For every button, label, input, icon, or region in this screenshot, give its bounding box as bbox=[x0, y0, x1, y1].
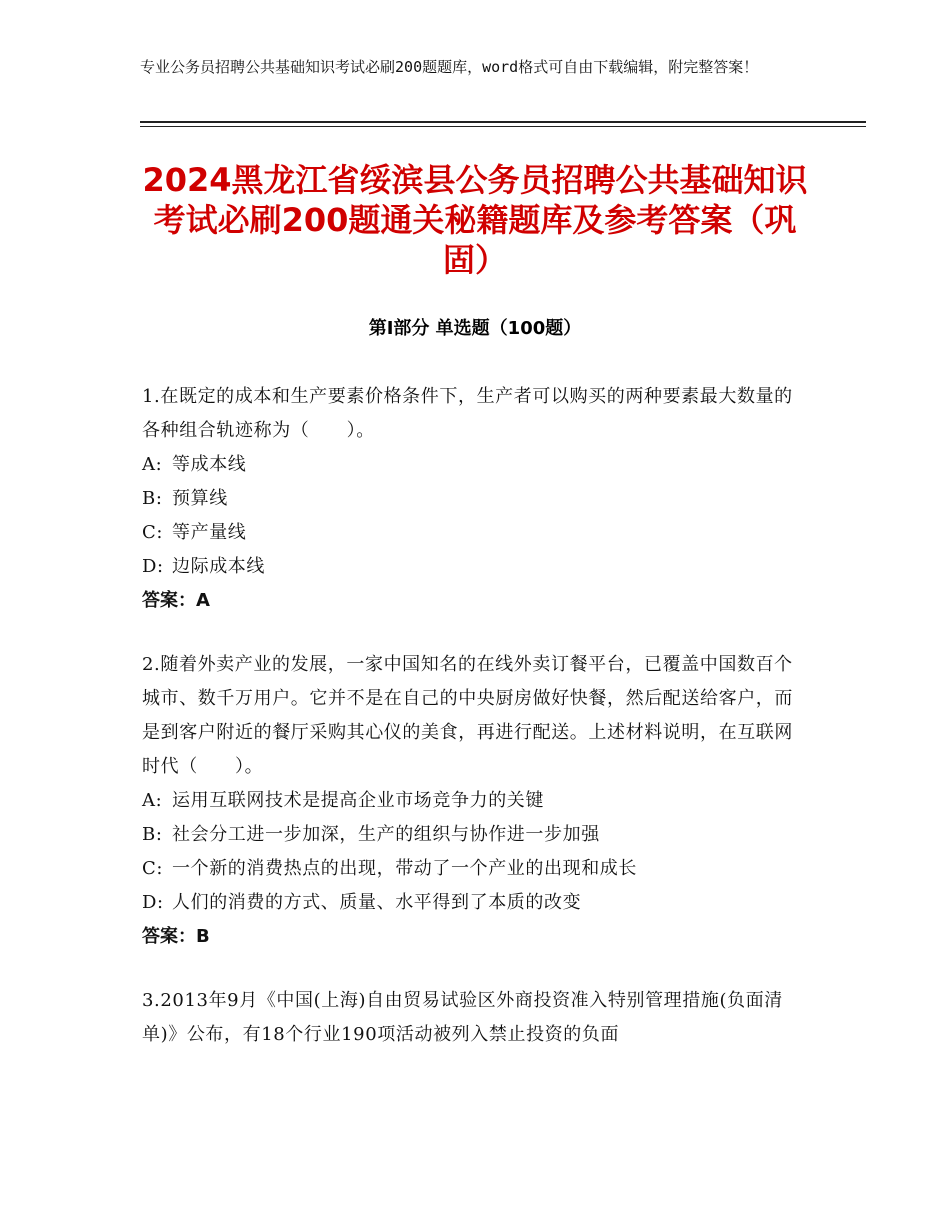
question-1 bbox=[142, 380, 810, 618]
option-c bbox=[142, 516, 810, 550]
option-text: 等产量线 bbox=[172, 522, 247, 543]
option-a bbox=[142, 448, 810, 482]
option-c bbox=[142, 852, 810, 886]
question-stem: 2.随着外卖产业的发展，一家中国知名的在线外卖订餐平台，已覆盖中国数百个城市、数千万用户。它并不是在自己的中央厨房做好快餐，然后配送给客户，而是到客户附近的餐厅采购其心仪的美食，再进行配送。上述材料说明，在互联网时代（ ）。 bbox=[142, 654, 793, 777]
question-stem: 1.在既定的成本和生产要素价格条件下，生产者可以购买的两种要素最大数量的各种组合轨迹称为（ ）。 bbox=[142, 386, 793, 441]
question-list bbox=[142, 380, 810, 1082]
option-text: 人们的消费的方式、质量、水平得到了本质的改变 bbox=[172, 892, 582, 913]
option-b bbox=[142, 482, 810, 516]
option-text: 预算线 bbox=[172, 488, 228, 509]
option-letter: D: bbox=[142, 892, 164, 913]
option-text: 社会分工进一步加深，生产的组织与协作进一步加强 bbox=[172, 824, 600, 845]
answer-label: 答案：A bbox=[142, 590, 210, 611]
option-a bbox=[142, 784, 810, 818]
question-2 bbox=[142, 648, 810, 954]
option-letter: D: bbox=[142, 556, 164, 577]
question-stem: 3.2013年9月《中国(上海)自由贸易试验区外商投资准入特别管理措施(负面清单)》公布，有18个行业190项活动被列入禁止投资的负面 bbox=[142, 990, 783, 1045]
option-d bbox=[142, 550, 810, 584]
option-text: 一个新的消费热点的出现，带动了一个产业的出现和成长 bbox=[172, 858, 637, 879]
option-letter: C: bbox=[142, 858, 164, 879]
option-letter: A: bbox=[142, 790, 163, 811]
answer-label: 答案：B bbox=[142, 926, 210, 947]
document-title: 2024黑龙江省绥滨县公务员招聘公共基础知识考试必刷200题通关秘籍题库及参考答案（巩固） bbox=[142, 161, 808, 279]
header-rule-thin bbox=[140, 126, 866, 127]
header-note: 专业公务员招聘公共基础知识考试必刷200题题库，word格式可自由下载编辑，附完整答案！ bbox=[140, 58, 759, 76]
option-letter: B: bbox=[142, 488, 163, 509]
option-b bbox=[142, 818, 810, 852]
option-letter: A: bbox=[142, 454, 163, 475]
option-text: 等成本线 bbox=[172, 454, 247, 475]
option-letter: B: bbox=[142, 824, 163, 845]
header-rule-thick bbox=[140, 121, 866, 123]
question-3 bbox=[142, 984, 810, 1052]
option-text: 运用互联网技术是提高企业市场竞争力的关键 bbox=[172, 790, 544, 811]
option-d bbox=[142, 886, 810, 920]
option-letter: C: bbox=[142, 522, 164, 543]
section-heading: 第Ⅰ部分 单选题（100题） bbox=[368, 318, 582, 339]
option-text: 边际成本线 bbox=[172, 556, 265, 577]
